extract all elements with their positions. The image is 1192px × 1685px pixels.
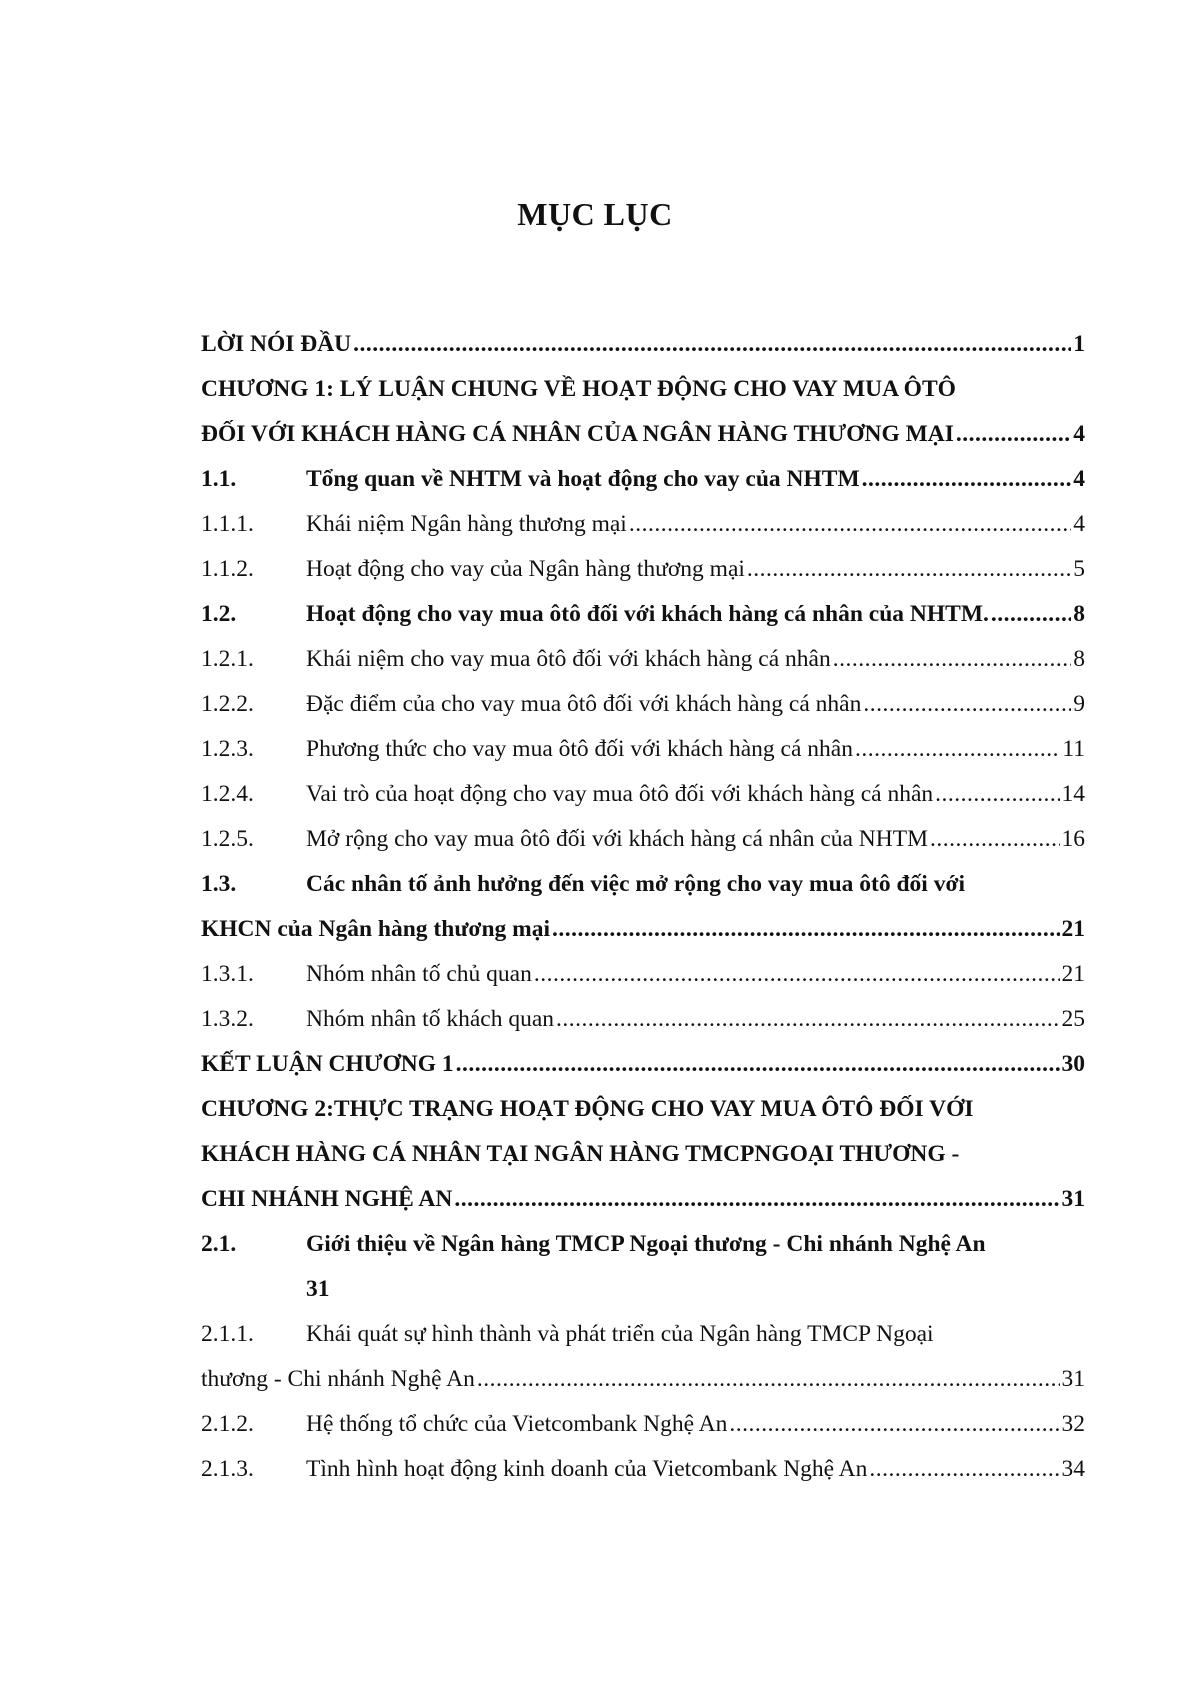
dot-leader — [747, 547, 1071, 592]
dot-leader — [629, 502, 1071, 547]
toc-entry-page: 31 — [306, 1276, 330, 1302]
toc-entry-1-2-1[interactable] — [201, 637, 1085, 682]
toc-entry-1-1-2[interactable] — [201, 547, 1085, 592]
toc-entry-text: Vai trò của hoạt động cho vay mua ôtô đối với khách hàng cá nhân — [306, 781, 934, 807]
toc-entry-text: Tổng quan về NHTM và hoạt động cho vay của NHTM — [306, 466, 860, 492]
toc-entry-page: 31 — [1061, 1366, 1085, 1392]
toc-entry-page: 1 — [1073, 331, 1085, 357]
dot-leader — [534, 952, 1060, 997]
toc-entry-number: 1.2. — [201, 601, 237, 627]
dot-leader — [833, 637, 1072, 682]
dot-leader — [855, 727, 1060, 772]
toc-entry-1-2-4[interactable] — [201, 772, 1085, 817]
toc-entry-loi-noi-dau[interactable] — [201, 322, 1085, 367]
toc-entry-text: KẾT LUẬN CHƯƠNG 1 — [201, 1051, 454, 1077]
toc-entry-number: 1.2.4. — [201, 781, 254, 807]
toc-entry-1-2-5[interactable] — [201, 817, 1085, 862]
toc-entry-page: 25 — [1061, 1006, 1085, 1032]
toc-entry-page: 4 — [1073, 511, 1085, 537]
toc-entry-text: Khái niệm Ngân hàng thương mại — [306, 511, 627, 537]
toc-entry-text: Khái niệm cho vay mua ôtô đối với khách hàng cá nhân — [306, 646, 831, 672]
toc-entry-text: Hoạt động cho vay mua ôtô đối với khách hàng cá nhân của NHTM. — [306, 601, 989, 627]
toc-entry-text: Hệ thống tổ chức của Vietcombank Nghệ An — [306, 1411, 728, 1437]
toc-entry-ket-luan-chuong-1[interactable] — [201, 1042, 1085, 1087]
page-title: MỤC LỤC — [517, 196, 673, 232]
toc-entry-2-1-3[interactable] — [201, 1447, 1085, 1492]
toc-entry-page: 5 — [1073, 556, 1085, 582]
toc-entry-text-line1: CHƯƠNG 2:THỰC TRẠNG HOẠT ĐỘNG CHO VAY MUA ÔTÔ ĐỐI VỚI — [201, 1096, 974, 1122]
toc-entry-page: 16 — [1061, 826, 1085, 852]
toc-entry-text: Nhóm nhân tố chủ quan — [306, 961, 532, 987]
dot-leader — [930, 817, 1060, 862]
toc-entry-text-line2: thương - Chi nhánh Nghệ An — [201, 1366, 475, 1392]
toc-entry-number: 2.1. — [201, 1231, 237, 1257]
toc-entry-text-line1: Các nhân tố ảnh hưởng đến việc mở rộng cho vay mua ôtô đối với — [306, 871, 965, 897]
toc-entry-page: 9 — [1073, 691, 1085, 717]
toc-entry-page: 34 — [1061, 1456, 1085, 1482]
toc-entry-1-1-1[interactable] — [201, 502, 1085, 547]
toc-entry-1-3[interactable] — [201, 862, 1085, 952]
toc-entry-1-2-2[interactable] — [201, 682, 1085, 727]
toc-entry-page: 31 — [1061, 1186, 1085, 1212]
toc-entry-page: 11 — [1062, 736, 1085, 762]
toc-entry-number: 1.3. — [201, 871, 237, 897]
toc-entry-text-line1: CHƯƠNG 1: LÝ LUẬN CHUNG VỀ HOẠT ĐỘNG CHO VAY MUA ÔTÔ — [201, 376, 956, 402]
toc-entry-page: 32 — [1061, 1411, 1085, 1437]
dot-leader — [353, 322, 1071, 367]
toc-entry-number: 2.1.3. — [201, 1456, 254, 1482]
dot-leader — [477, 1357, 1060, 1402]
toc-entry-number: 1.3.1. — [201, 961, 254, 987]
toc-entry-page: 8 — [1073, 646, 1085, 672]
toc-entry-2-1[interactable] — [201, 1222, 1085, 1312]
toc-entry-number: 1.2.1. — [201, 646, 254, 672]
toc-entry-text-line3: CHI NHÁNH NGHỆ AN — [201, 1186, 453, 1212]
dot-leader — [869, 1447, 1059, 1492]
toc-entry-text: Phương thức cho vay mua ôtô đối với khách hàng cá nhân — [306, 736, 853, 762]
dot-leader — [956, 412, 1071, 457]
toc-entry-chuong-2[interactable] — [201, 1087, 1085, 1222]
toc-entry-1-3-2[interactable] — [201, 997, 1085, 1042]
toc-entry-2-1-2[interactable] — [201, 1402, 1085, 1447]
toc-entry-1-3-1[interactable] — [201, 952, 1085, 997]
toc-entry-page: 21 — [1061, 916, 1085, 942]
toc-entry-text-line2: KHÁCH HÀNG CÁ NHÂN TẠI NGÂN HÀNG TMCPNGOẠI THƯƠNG - — [201, 1141, 960, 1167]
toc-entry-number: 1.2.2. — [201, 691, 254, 717]
toc-entry-page: 4 — [1073, 421, 1085, 447]
toc-entry-number: 1.2.3. — [201, 736, 254, 762]
dot-leader — [935, 772, 1059, 817]
dot-leader — [456, 1042, 1060, 1087]
toc-entry-number: 1.1.1. — [201, 511, 254, 537]
dot-leader — [556, 997, 1059, 1042]
toc-entry-text-line2: ĐỐI VỚI KHÁCH HÀNG CÁ NHÂN CỦA NGÂN HÀNG THƯƠNG MẠI — [201, 421, 954, 447]
toc-entry-text-line1: Giới thiệu về Ngân hàng TMCP Ngoại thương - Chi nhánh Nghệ An — [306, 1231, 986, 1257]
toc-entry-page: 21 — [1061, 961, 1085, 987]
toc-entry-text: Hoạt động cho vay của Ngân hàng thương mại — [306, 556, 745, 582]
toc-entry-1-2-3[interactable] — [201, 727, 1085, 772]
toc-entry-text: Mở rộng cho vay mua ôtô đối với khách hàng cá nhân của NHTM — [306, 826, 928, 852]
toc-entry-page: 30 — [1061, 1051, 1085, 1077]
toc-entry-page: 4 — [1073, 466, 1085, 492]
toc-entry-1-2[interactable] — [201, 592, 1085, 637]
toc-entry-chuong-1[interactable] — [201, 367, 1085, 457]
dot-leader — [454, 1177, 1059, 1222]
dot-leader — [991, 592, 1071, 637]
toc-entry-number: 1.1.2. — [201, 556, 254, 582]
toc-entry-number: 2.1.2. — [201, 1411, 254, 1437]
dot-leader — [552, 907, 1060, 952]
toc-entry-2-1-1[interactable] — [201, 1312, 1085, 1402]
toc-entry-number: 1.2.5. — [201, 826, 254, 852]
toc-entry-text: LỜI NÓI ĐẦU — [201, 331, 352, 357]
toc-entry-number: 1.1. — [201, 466, 237, 492]
toc-entry-number: 1.3.2. — [201, 1006, 254, 1032]
toc-entry-page: 8 — [1073, 601, 1085, 627]
toc-entry-text-line2: KHCN của Ngân hàng thương mại — [201, 916, 550, 942]
toc-entry-text: Đặc điểm của cho vay mua ôtô đối với khách hàng cá nhân — [306, 691, 862, 717]
toc-entry-text-line1: Khái quát sự hình thành và phát triển của Ngân hàng TMCP Ngoại — [306, 1321, 934, 1347]
dot-leader — [729, 1402, 1059, 1447]
toc-entry-number: 2.1.1. — [201, 1321, 254, 1347]
dot-leader — [863, 682, 1071, 727]
table-of-contents — [201, 322, 1085, 1492]
toc-entry-text: Tình hình hoạt động kinh doanh của Vietcombank Nghệ An — [306, 1456, 868, 1482]
toc-entry-page: 14 — [1061, 781, 1085, 807]
dot-leader — [862, 457, 1072, 502]
toc-entry-text: Nhóm nhân tố khách quan — [306, 1006, 555, 1032]
toc-entry-1-1[interactable] — [201, 457, 1085, 502]
